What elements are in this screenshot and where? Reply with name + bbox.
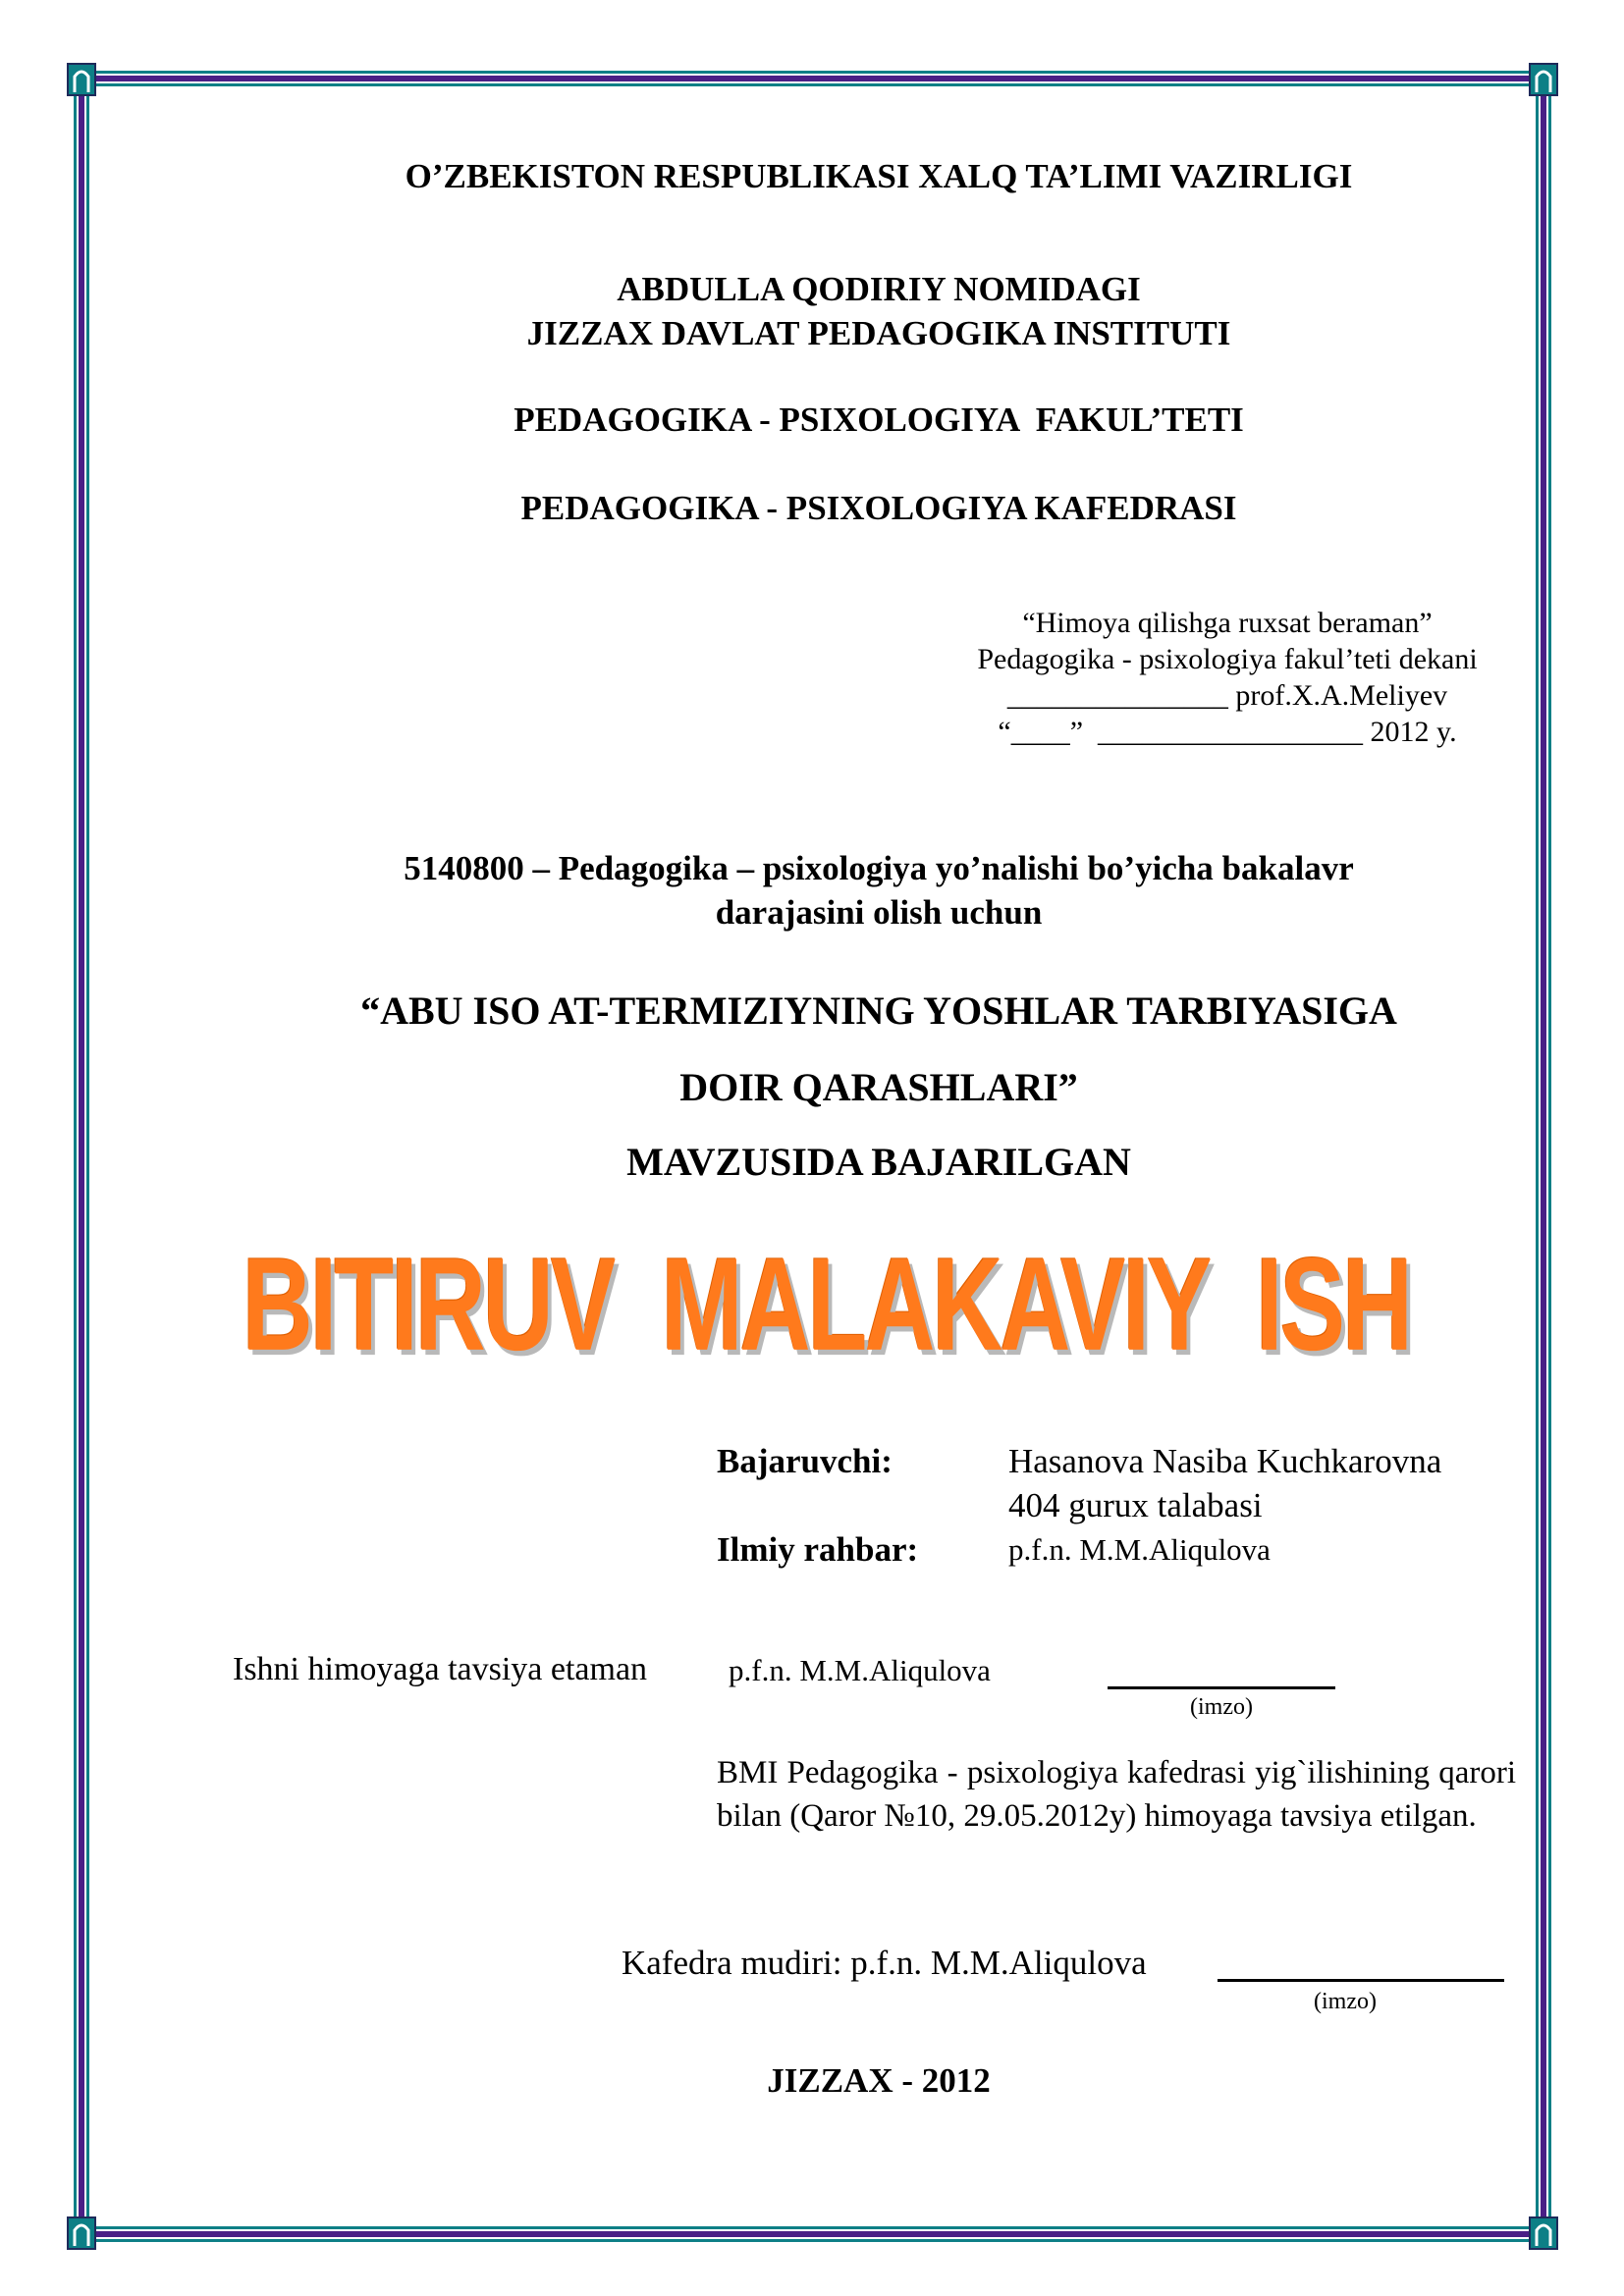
faculty-heading: PEDAGOGIKA - PSIXOLOGIYA FAKUL’TETI bbox=[514, 400, 1244, 439]
approval-line-1: “Himoya qilishga ruxsat beraman” bbox=[1022, 607, 1433, 639]
specialty-text bbox=[0, 846, 1624, 934]
topic-line-3: MAVZUSIDA BAJARILGAN bbox=[626, 1140, 1131, 1184]
performer-group: 404 gurux talabasi bbox=[1008, 1486, 1263, 1524]
recommendation-text: Ishni himoyaga tavsiya etaman bbox=[233, 1651, 648, 1687]
work-title: BITIRUV MALAKAVIY ISH bbox=[242, 1231, 1410, 1379]
institute-line-1: ABDULLA QODIRIY NOMIDAGI bbox=[617, 270, 1141, 308]
performer-label: Bajaruvchi: bbox=[717, 1442, 893, 1480]
corner-ornament-icon bbox=[67, 2216, 96, 2250]
specialty-line-1: 5140800 – Pedagogika – psixologiya yo’nalishi bo’yicha bakalavr bbox=[404, 849, 1354, 887]
department-heading: PEDAGOGIKA - PSIXOLOGIYA KAFEDRASI bbox=[520, 489, 1237, 527]
approval-line-3: _______________ prof.X.A.Meliyev bbox=[1006, 679, 1448, 712]
performer-name: Hasanova Nasiba Kuchkarovna bbox=[1008, 1442, 1442, 1480]
signature-caption: (imzo) bbox=[1314, 1989, 1377, 2014]
approval-line-4: “____” __________________ 2012 y. bbox=[998, 716, 1457, 748]
frame-bottom-border bbox=[88, 2226, 1536, 2242]
frame-top-border bbox=[88, 71, 1536, 86]
signature-line bbox=[1108, 1655, 1335, 1689]
ministry-heading: O’ZBEKISTON RESPUBLIKASI XALQ TA’LIMI VAZIRLIGI bbox=[405, 157, 1353, 195]
supervisor-name: p.f.n. M.M.Aliqulova bbox=[1008, 1532, 1271, 1567]
topic-line-1: “ABU ISO AT-TERMIZIYNING YOSHLAR TARBIYASIGA bbox=[360, 988, 1397, 1033]
institute-line-2: JIZZAX DAVLAT PEDAGOGIKA INSTITUTI bbox=[526, 314, 1231, 352]
specialty-line-2: darajasini olish uchun bbox=[715, 893, 1043, 932]
signature-caption: (imzo) bbox=[1190, 1694, 1253, 1720]
signature-line bbox=[1218, 1948, 1504, 1982]
topic-line-2: DOIR QARASHLARI” bbox=[679, 1065, 1078, 1109]
city-year: JIZZAX - 2012 bbox=[767, 2061, 991, 2100]
institute-heading bbox=[0, 267, 1624, 355]
recommendation-name: p.f.n. M.M.Aliqulova bbox=[729, 1653, 991, 1687]
approval-line-2: Pedagogika - psixologiya fakul’teti dekani bbox=[977, 643, 1478, 675]
head-of-department: Kafedra mudiri: p.f.n. M.M.Aliqulova bbox=[622, 1944, 1147, 1982]
department-decision: BMI Pedagogika - psixologiya kafedrasi yig`ilishining qarori bilan (Qaror №10, 29.05.2012y) himoyaga tavsiya etilgan. bbox=[717, 1755, 1516, 1834]
corner-ornament-icon bbox=[1529, 2216, 1558, 2250]
supervisor-label: Ilmiy rahbar: bbox=[717, 1530, 919, 1569]
approval-block bbox=[923, 605, 1532, 750]
corner-ornament-icon bbox=[1529, 63, 1558, 96]
corner-ornament-icon bbox=[67, 63, 96, 96]
